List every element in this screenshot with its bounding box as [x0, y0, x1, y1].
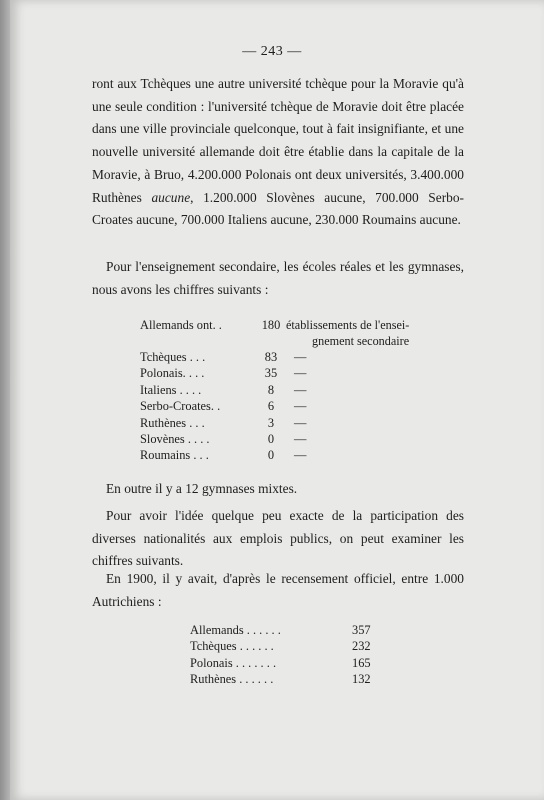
table-cell-name: Tchèques . . .	[140, 350, 206, 364]
table-cell-value: 8	[267, 382, 275, 397]
paragraph-universities	[92, 73, 464, 232]
table-cell-value: 83	[264, 350, 278, 364]
table-cell-value: 180	[261, 318, 281, 332]
paragraph-public-employment: Pour avoir l'idée quelque peu exacte de la participation des diverses nationalités aux emplois publics, on peut examiner les chiffres suivants.	[92, 508, 464, 569]
table-cell-value: 0	[267, 448, 275, 463]
table-cell-value: 132	[352, 672, 371, 687]
table-cell-value: 357	[352, 623, 371, 637]
description-line-2: gnement secondaire	[312, 334, 410, 348]
page-number: — 243 —	[242, 44, 302, 59]
table-cell-name: Ruthènes . . . . . .	[190, 672, 274, 687]
table-cell-dash: —	[294, 382, 307, 397]
table-row	[190, 638, 371, 654]
table-cell-value: 3	[267, 415, 275, 430]
table-cell-dash: —	[294, 448, 307, 463]
paragraph-universities-part-a: ront aux Tchèques une autre université tchèque pour la Moravie qu'à une seule condition : l'université tchèque de Moravie doit être placée dans une ville provinciale quelconque, tout à fait insignifiante, et une nouvelle université allemande doit être établie dans la capitale de la Moravie, à Bruo, 4.200.000 Polonais ont deux universités, 3.400.000 Ruthènes	[92, 76, 464, 205]
paragraph-universities-part-b: , 1.200.000 Slovènes aucune, 700.000 Serbo-Croates aucune, 700.000 Italiens aucune, 230.000 Roumains aucune.	[92, 189, 465, 228]
table-cell-name: Slovènes . . . .	[140, 432, 210, 447]
table-row	[140, 349, 409, 365]
table-header-row	[140, 317, 409, 349]
table-cell-name: Serbo-Croates. .	[140, 399, 221, 414]
census-table	[190, 622, 371, 688]
table-cell-dash: —	[294, 432, 307, 447]
table-row	[140, 382, 409, 398]
table-cell-dash: —	[294, 366, 307, 381]
table-cell-value: 6	[267, 399, 275, 414]
table-row	[190, 671, 371, 687]
table-cell-name: Tchèques . . . . . .	[190, 639, 274, 654]
table-cell-description	[286, 317, 409, 349]
table-cell-name: Polonais. . . .	[140, 366, 205, 381]
table-row	[140, 415, 409, 431]
table-cell-value: 0	[267, 432, 275, 447]
table-cell-value: 165	[352, 655, 371, 670]
table-cell-dash: —	[294, 350, 307, 364]
table-cell-name: Allemands . . . . . .	[190, 623, 281, 637]
table-cell-value: 232	[352, 639, 371, 654]
description-line-1: établissements de l'ensei-	[286, 318, 410, 332]
table-cell-dash: —	[294, 399, 307, 414]
secondary-schools-table	[140, 317, 409, 464]
table-cell-name: Italiens . . . .	[140, 382, 202, 397]
table-row	[140, 431, 409, 447]
table-cell-dash: —	[294, 415, 307, 430]
paragraph-census: En 1900, il y avait, d'après le recensement officiel, entre 1.000 Autrichiens :	[92, 571, 464, 609]
table-row	[140, 398, 409, 414]
paragraph-mixed-gymnasiums: En outre il y a 12 gymnases mixtes.	[106, 481, 298, 496]
table-cell-name: Allemands ont. .	[140, 318, 222, 332]
paragraph-secondary-intro: Pour l'enseignement secondaire, les écoles réales et les gymnases, nous avons les chiffres suivants :	[92, 259, 464, 297]
table-row	[140, 447, 409, 463]
table-cell-value: 35	[264, 366, 278, 381]
table-row	[140, 365, 409, 381]
table-cell-name: Ruthènes . . .	[140, 415, 205, 430]
table-cell-name: Polonais . . . . . . .	[190, 655, 277, 670]
paragraph-universities-emphasis: aucune	[151, 189, 191, 205]
table-row	[190, 655, 371, 671]
page-binding-edge	[0, 0, 10, 800]
table-row	[190, 622, 371, 638]
table-cell-name: Roumains . . .	[140, 448, 209, 463]
